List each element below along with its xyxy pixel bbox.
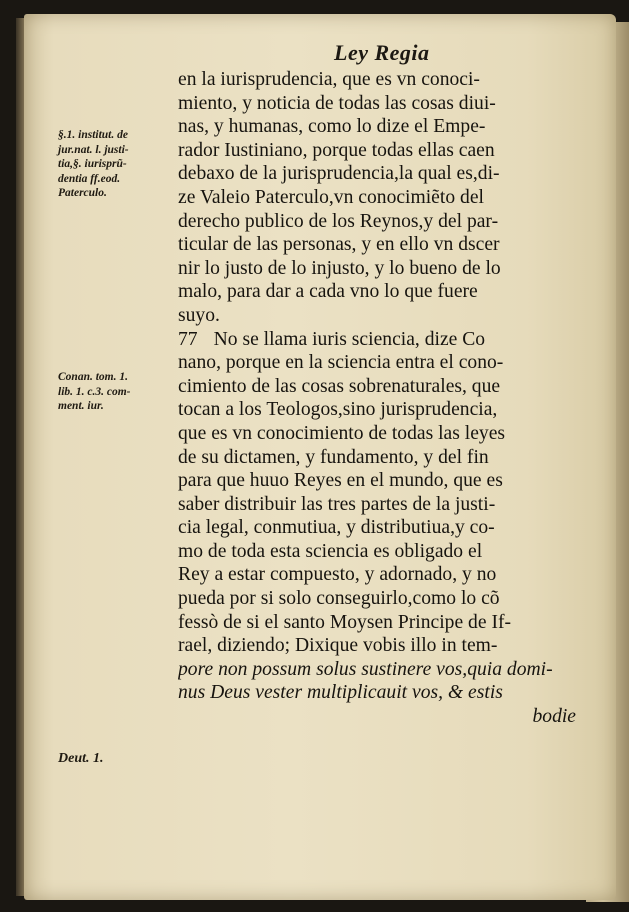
marginal-note-deut <box>58 752 176 767</box>
text-line: rador Iustiniano, porque todas ellas caen <box>178 139 495 161</box>
latin-quote-line: pore non possum solus sustinere vos,quia domi- <box>178 658 553 680</box>
text-line: cia legal, conmutiua, y distributiua,y co- <box>178 517 495 539</box>
text-line: tocan a los Teologos,sino jurisprudencia, <box>178 399 498 421</box>
note-line: ment. iur. <box>58 400 104 412</box>
catchword: bodie <box>532 706 576 728</box>
note-line: Deut. 1. <box>58 751 104 766</box>
text-line: pueda por si solo conseguirlo,como lo cõ <box>178 588 500 610</box>
text-line: cimiento de las cosas sobrenaturales, que <box>178 375 501 397</box>
text-line: derecho publico de los Reynos,y del par- <box>178 210 499 232</box>
note-line: Conan. tom. 1. <box>58 371 128 383</box>
text-line: mo de toda esta sciencia es obligado el <box>178 540 483 562</box>
body-text <box>178 68 576 729</box>
marginal-note-conan <box>58 370 176 414</box>
text-line: suyo. <box>178 304 220 326</box>
text-line: saber distribuir las tres partes de la justi- <box>178 493 496 515</box>
text-line: malo, para dar a cada vno lo que fuere <box>178 281 478 303</box>
text-line: debaxo de la jurisprudencia,la qual es,di- <box>178 163 500 185</box>
paragraph-number: 77 <box>178 328 198 350</box>
latin-quote-line: nus Deus vester multiplicauit vos, & estis <box>178 682 503 704</box>
paragraph-77-first-line <box>178 328 576 352</box>
text-line: miento, y noticia de todas las cosas diui- <box>178 92 496 114</box>
text-line: para que huuo Reyes en el mundo, que es <box>178 470 503 492</box>
text-line: ze Valeio Paterculo,vn conocimiẽto del <box>178 186 484 208</box>
note-line: jur.nat. l. justi- <box>58 143 129 156</box>
note-line: Paterculo. <box>58 187 107 199</box>
text-line: fessò de si el santo Moysen Principe de If- <box>178 611 512 633</box>
text-line: en la iurisprudencia, que es vn conoci- <box>178 69 480 90</box>
text-line: Rey a estar compuesto, y adornado, y no <box>178 564 497 586</box>
marginal-note-institut <box>58 128 176 201</box>
note-line: lib. 1. c.3. com- <box>58 385 131 398</box>
text-line: nas, y humanas, como lo dize el Empe- <box>178 116 486 138</box>
text-line: rael, diziendo; Dixique vobis illo in tem- <box>178 635 498 657</box>
text-line: nir lo justo de lo injusto, y lo bueno de lo <box>178 257 501 279</box>
text-line: ticular de las personas, y en ello vn dscer <box>178 234 500 256</box>
note-line: tia,§. iurisprũ- <box>58 158 127 170</box>
text-line: de su dictamen, y fundamento, y del fin <box>178 446 489 468</box>
paragraph-77-opening: No se llama iuris sciencia, dize Co <box>213 328 486 350</box>
note-line: §.1. institut. de <box>58 129 128 141</box>
note-line: dentia ff.eod. <box>58 172 121 185</box>
text-line: nano, porque en la sciencia entra el cono- <box>178 352 504 374</box>
text-line: que es vn conocimiento de todas las leyes <box>178 422 506 444</box>
running-title: Ley Regia <box>334 40 430 65</box>
